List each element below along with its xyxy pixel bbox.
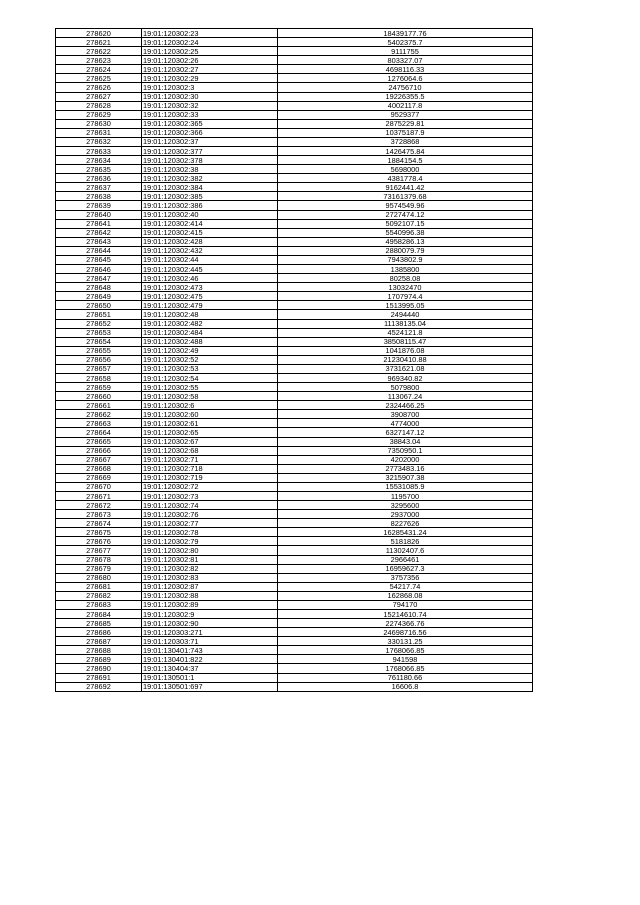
row-id-cell: 278688 — [56, 646, 142, 655]
table-row — [56, 274, 533, 283]
table-row — [56, 546, 533, 555]
row-id-cell: 278667 — [56, 455, 142, 464]
row-id-cell: 278684 — [56, 610, 142, 619]
value-cell: 11302407.6 — [278, 546, 533, 555]
cadastral-number-cell: 19:01:120302:77 — [142, 519, 278, 528]
value-cell: 1041876.08 — [278, 346, 533, 355]
cadastral-number-cell: 19:01:120302:87 — [142, 582, 278, 591]
value-cell: 13032470 — [278, 283, 533, 292]
value-cell: 941598 — [278, 655, 533, 664]
table-row — [56, 446, 533, 455]
value-cell: 3728868 — [278, 137, 533, 146]
table-row — [56, 555, 533, 564]
row-id-cell: 278625 — [56, 74, 142, 83]
value-cell: 3215907.38 — [278, 473, 533, 482]
cadastral-number-cell: 19:01:120302:81 — [142, 555, 278, 564]
table-row — [56, 101, 533, 110]
row-id-cell: 278631 — [56, 128, 142, 137]
table-row — [56, 56, 533, 65]
cadastral-number-cell: 19:01:120302:23 — [142, 29, 278, 38]
table-row — [56, 464, 533, 473]
table-row — [56, 473, 533, 482]
value-cell: 1195700 — [278, 491, 533, 500]
cadastral-number-cell: 19:01:120302:3 — [142, 83, 278, 92]
value-cell: 2937000 — [278, 510, 533, 519]
table-row — [56, 392, 533, 401]
cadastral-number-cell: 19:01:120302:484 — [142, 328, 278, 337]
row-id-cell: 278646 — [56, 265, 142, 274]
row-id-cell: 278633 — [56, 147, 142, 156]
value-cell: 2494440 — [278, 310, 533, 319]
table-row — [56, 610, 533, 619]
row-id-cell: 278672 — [56, 501, 142, 510]
cadastral-number-cell: 19:01:120302:73 — [142, 491, 278, 500]
value-cell: 2727474.12 — [278, 210, 533, 219]
table-row — [56, 491, 533, 500]
table-row — [56, 119, 533, 128]
value-cell: 9162441.42 — [278, 183, 533, 192]
value-cell: 969340.82 — [278, 373, 533, 382]
cadastral-number-cell: 19:01:120302:29 — [142, 74, 278, 83]
cadastral-number-cell: 19:01:120302:52 — [142, 355, 278, 364]
row-id-cell: 278682 — [56, 591, 142, 600]
value-cell: 16285431.24 — [278, 528, 533, 537]
table-row — [56, 137, 533, 146]
table-row — [56, 628, 533, 637]
table-row — [56, 619, 533, 628]
value-cell: 2875229.81 — [278, 119, 533, 128]
cadastral-number-cell: 19:01:120302:9 — [142, 610, 278, 619]
table-row — [56, 65, 533, 74]
row-id-cell: 278661 — [56, 401, 142, 410]
row-id-cell: 278640 — [56, 210, 142, 219]
value-cell: 73161379.68 — [278, 192, 533, 201]
table-row — [56, 600, 533, 609]
row-id-cell: 278641 — [56, 219, 142, 228]
cadastral-number-cell: 19:01:120302:384 — [142, 183, 278, 192]
cadastral-number-cell: 19:01:120302:719 — [142, 473, 278, 482]
value-cell: 1426475.84 — [278, 147, 533, 156]
table-row — [56, 246, 533, 255]
cadastral-number-cell: 19:01:120302:445 — [142, 265, 278, 274]
table-row — [56, 74, 533, 83]
cadastral-number-cell: 19:01:130401:822 — [142, 655, 278, 664]
table-row — [56, 401, 533, 410]
value-cell: 4698116.33 — [278, 65, 533, 74]
cadastral-number-cell: 19:01:130404:37 — [142, 664, 278, 673]
table-row — [56, 519, 533, 528]
value-cell: 9111755 — [278, 47, 533, 56]
cadastral-number-cell: 19:01:120302:479 — [142, 301, 278, 310]
table-row — [56, 383, 533, 392]
value-cell: 7943802.9 — [278, 255, 533, 264]
cadastral-number-cell: 19:01:120302:46 — [142, 274, 278, 283]
row-id-cell: 278637 — [56, 183, 142, 192]
cadastral-number-cell: 19:01:120302:488 — [142, 337, 278, 346]
cadastral-number-cell: 19:01:120302:48 — [142, 310, 278, 319]
cadastral-number-cell: 19:01:120302:414 — [142, 219, 278, 228]
row-id-cell: 278650 — [56, 301, 142, 310]
table-body — [56, 29, 533, 692]
row-id-cell: 278671 — [56, 491, 142, 500]
table-row — [56, 210, 533, 219]
row-id-cell: 278630 — [56, 119, 142, 128]
value-cell: 1884154.5 — [278, 156, 533, 165]
value-cell: 2274366.76 — [278, 619, 533, 628]
row-id-cell: 278673 — [56, 510, 142, 519]
row-id-cell: 278627 — [56, 92, 142, 101]
cadastral-number-cell: 19:01:120302:58 — [142, 392, 278, 401]
row-id-cell: 278662 — [56, 410, 142, 419]
row-id-cell: 278645 — [56, 255, 142, 264]
cadastral-number-cell: 19:01:130401:743 — [142, 646, 278, 655]
row-id-cell: 278636 — [56, 174, 142, 183]
cadastral-number-cell: 19:01:120302:482 — [142, 319, 278, 328]
row-id-cell: 278626 — [56, 83, 142, 92]
table-row — [56, 38, 533, 47]
table-row — [56, 682, 533, 691]
value-cell: 3295600 — [278, 501, 533, 510]
value-cell: 2324466.25 — [278, 401, 533, 410]
row-id-cell: 278679 — [56, 564, 142, 573]
row-id-cell: 278632 — [56, 137, 142, 146]
table-row — [56, 537, 533, 546]
cadastral-number-cell: 19:01:120302:44 — [142, 255, 278, 264]
row-id-cell: 278687 — [56, 637, 142, 646]
row-id-cell: 278634 — [56, 156, 142, 165]
row-id-cell: 278629 — [56, 110, 142, 119]
value-cell: 2773483.16 — [278, 464, 533, 473]
value-cell: 21230410.88 — [278, 355, 533, 364]
table-row — [56, 655, 533, 664]
row-id-cell: 278670 — [56, 482, 142, 491]
value-cell: 1768066.85 — [278, 664, 533, 673]
table-row — [56, 646, 533, 655]
row-id-cell: 278668 — [56, 464, 142, 473]
cadastral-number-cell: 19:01:120302:83 — [142, 573, 278, 582]
table-row — [56, 265, 533, 274]
table-row — [56, 328, 533, 337]
table-row — [56, 528, 533, 537]
table-row — [56, 301, 533, 310]
value-cell: 4524121.8 — [278, 328, 533, 337]
row-id-cell: 278623 — [56, 56, 142, 65]
row-id-cell: 278676 — [56, 537, 142, 546]
table-row — [56, 292, 533, 301]
cadastral-number-cell: 19:01:120302:30 — [142, 92, 278, 101]
cadastral-number-cell: 19:01:120302:366 — [142, 128, 278, 137]
row-id-cell: 278642 — [56, 228, 142, 237]
cadastral-number-cell: 19:01:120303:271 — [142, 628, 278, 637]
value-cell: 10375187.9 — [278, 128, 533, 137]
cadastral-number-cell: 19:01:120302:89 — [142, 600, 278, 609]
value-cell: 1513995.05 — [278, 301, 533, 310]
row-id-cell: 278653 — [56, 328, 142, 337]
value-cell: 803327.07 — [278, 56, 533, 65]
cadastral-number-cell: 19:01:120302:365 — [142, 119, 278, 128]
value-cell: 2880079.79 — [278, 246, 533, 255]
row-id-cell: 278683 — [56, 600, 142, 609]
value-cell: 24756710 — [278, 83, 533, 92]
cadastral-number-cell: 19:01:120302:37 — [142, 137, 278, 146]
value-cell: 5698000 — [278, 165, 533, 174]
table-row — [56, 156, 533, 165]
row-id-cell: 278663 — [56, 419, 142, 428]
cadastral-number-cell: 19:01:120302:378 — [142, 156, 278, 165]
cadastral-number-cell: 19:01:120302:74 — [142, 501, 278, 510]
cadastral-number-cell: 19:01:120302:475 — [142, 292, 278, 301]
cadastral-number-cell: 19:01:120302:432 — [142, 246, 278, 255]
table-row — [56, 564, 533, 573]
row-id-cell: 278654 — [56, 337, 142, 346]
row-id-cell: 278674 — [56, 519, 142, 528]
value-cell: 5079800 — [278, 383, 533, 392]
value-cell: 1707974.4 — [278, 292, 533, 301]
cadastral-number-cell: 19:01:120302:67 — [142, 437, 278, 446]
table-row — [56, 283, 533, 292]
cadastral-number-cell: 19:01:120302:428 — [142, 237, 278, 246]
row-id-cell: 278690 — [56, 664, 142, 673]
table-row — [56, 174, 533, 183]
table-row — [56, 219, 533, 228]
cadastral-number-cell: 19:01:120302:6 — [142, 401, 278, 410]
table-row — [56, 510, 533, 519]
cadastral-number-cell: 19:01:120302:90 — [142, 619, 278, 628]
table-row — [56, 83, 533, 92]
table-row — [56, 310, 533, 319]
table-row — [56, 255, 533, 264]
cadastral-number-cell: 19:01:120302:33 — [142, 110, 278, 119]
cadastral-number-cell: 19:01:120303:71 — [142, 637, 278, 646]
row-id-cell: 278648 — [56, 283, 142, 292]
table-row — [56, 673, 533, 682]
cadastral-number-cell: 19:01:120302:473 — [142, 283, 278, 292]
value-cell: 8227626 — [278, 519, 533, 528]
cadastral-number-cell: 19:01:120302:27 — [142, 65, 278, 74]
cadastral-number-cell: 19:01:120302:76 — [142, 510, 278, 519]
cadastral-number-cell: 19:01:120302:78 — [142, 528, 278, 537]
row-id-cell: 278669 — [56, 473, 142, 482]
table-row — [56, 591, 533, 600]
value-cell: 15531085.9 — [278, 482, 533, 491]
value-cell: 4202000 — [278, 455, 533, 464]
row-id-cell: 278622 — [56, 47, 142, 56]
cadastral-number-cell: 19:01:120302:38 — [142, 165, 278, 174]
cadastral-number-cell: 19:01:120302:26 — [142, 56, 278, 65]
row-id-cell: 278652 — [56, 319, 142, 328]
cadastral-number-cell: 19:01:120302:55 — [142, 383, 278, 392]
table-row — [56, 128, 533, 137]
value-cell: 5092107.15 — [278, 219, 533, 228]
value-cell: 1276064.6 — [278, 74, 533, 83]
table-row — [56, 455, 533, 464]
value-cell: 3757356 — [278, 573, 533, 582]
row-id-cell: 278664 — [56, 428, 142, 437]
value-cell: 794170 — [278, 600, 533, 609]
value-cell: 9574549.96 — [278, 201, 533, 210]
cadastral-number-cell: 19:01:130501:1 — [142, 673, 278, 682]
cadastral-number-cell: 19:01:120302:54 — [142, 373, 278, 382]
table-row — [56, 192, 533, 201]
cadastral-number-cell: 19:01:120302:415 — [142, 228, 278, 237]
row-id-cell: 278657 — [56, 364, 142, 373]
table-row — [56, 501, 533, 510]
row-id-cell: 278665 — [56, 437, 142, 446]
value-cell: 4774000 — [278, 419, 533, 428]
cadastral-number-cell: 19:01:120302:382 — [142, 174, 278, 183]
row-id-cell: 278680 — [56, 573, 142, 582]
table-row — [56, 201, 533, 210]
cadastral-number-cell: 19:01:120302:718 — [142, 464, 278, 473]
cadastral-number-cell: 19:01:120302:68 — [142, 446, 278, 455]
data-table — [55, 28, 533, 692]
table-row — [56, 47, 533, 56]
value-cell: 1385800 — [278, 265, 533, 274]
value-cell: 113067.24 — [278, 392, 533, 401]
row-id-cell: 278651 — [56, 310, 142, 319]
row-id-cell: 278685 — [56, 619, 142, 628]
table-row — [56, 237, 533, 246]
value-cell: 15214610.74 — [278, 610, 533, 619]
row-id-cell: 278628 — [56, 101, 142, 110]
table-row — [56, 573, 533, 582]
value-cell: 2966461 — [278, 555, 533, 564]
cadastral-number-cell: 19:01:120302:53 — [142, 364, 278, 373]
table-row — [56, 355, 533, 364]
row-id-cell: 278660 — [56, 392, 142, 401]
table-row — [56, 419, 533, 428]
table-row — [56, 373, 533, 382]
value-cell: 19226355.5 — [278, 92, 533, 101]
value-cell: 4002117.8 — [278, 101, 533, 110]
row-id-cell: 278620 — [56, 29, 142, 38]
row-id-cell: 278655 — [56, 346, 142, 355]
cadastral-number-cell: 19:01:120302:88 — [142, 591, 278, 600]
row-id-cell: 278691 — [56, 673, 142, 682]
table-row — [56, 664, 533, 673]
row-id-cell: 278635 — [56, 165, 142, 174]
value-cell: 6327147.12 — [278, 428, 533, 437]
value-cell: 54217.74 — [278, 582, 533, 591]
cadastral-number-cell: 19:01:120302:32 — [142, 101, 278, 110]
row-id-cell: 278643 — [56, 237, 142, 246]
row-id-cell: 278675 — [56, 528, 142, 537]
row-id-cell: 278681 — [56, 582, 142, 591]
table-row — [56, 437, 533, 446]
row-id-cell: 278621 — [56, 38, 142, 47]
value-cell: 330131.25 — [278, 637, 533, 646]
value-cell: 38843.04 — [278, 437, 533, 446]
cadastral-number-cell: 19:01:120302:386 — [142, 201, 278, 210]
cadastral-number-cell: 19:01:120302:80 — [142, 546, 278, 555]
cadastral-number-cell: 19:01:120302:65 — [142, 428, 278, 437]
cadastral-number-cell: 19:01:130501:697 — [142, 682, 278, 691]
cadastral-number-cell: 19:01:120302:377 — [142, 147, 278, 156]
row-id-cell: 278647 — [56, 274, 142, 283]
table-row — [56, 346, 533, 355]
cadastral-number-cell: 19:01:120302:24 — [142, 38, 278, 47]
table-row — [56, 410, 533, 419]
row-id-cell: 278678 — [56, 555, 142, 564]
value-cell: 38508115.47 — [278, 337, 533, 346]
value-cell: 4381778.4 — [278, 174, 533, 183]
table-row — [56, 92, 533, 101]
table-row — [56, 364, 533, 373]
value-cell: 9529377 — [278, 110, 533, 119]
table-row — [56, 482, 533, 491]
table-row — [56, 319, 533, 328]
table-row — [56, 183, 533, 192]
value-cell: 162868.08 — [278, 591, 533, 600]
value-cell: 3908700 — [278, 410, 533, 419]
row-id-cell: 278686 — [56, 628, 142, 637]
value-cell: 18439177.76 — [278, 29, 533, 38]
cadastral-number-cell: 19:01:120302:71 — [142, 455, 278, 464]
row-id-cell: 278649 — [56, 292, 142, 301]
cadastral-number-cell: 19:01:120302:60 — [142, 410, 278, 419]
table-row — [56, 147, 533, 156]
table-row — [56, 337, 533, 346]
row-id-cell: 278658 — [56, 373, 142, 382]
cadastral-number-cell: 19:01:120302:61 — [142, 419, 278, 428]
value-cell: 1768066.85 — [278, 646, 533, 655]
value-cell: 3731621.08 — [278, 364, 533, 373]
value-cell: 11138135.04 — [278, 319, 533, 328]
table-row — [56, 582, 533, 591]
value-cell: 761180.66 — [278, 673, 533, 682]
row-id-cell: 278677 — [56, 546, 142, 555]
table-row — [56, 165, 533, 174]
table-row — [56, 228, 533, 237]
cadastral-number-cell: 19:01:120302:385 — [142, 192, 278, 201]
cadastral-number-cell: 19:01:120302:72 — [142, 482, 278, 491]
value-cell: 5181826 — [278, 537, 533, 546]
table-row — [56, 110, 533, 119]
value-cell: 7350950.1 — [278, 446, 533, 455]
value-cell: 5402375.7 — [278, 38, 533, 47]
value-cell: 16959627.3 — [278, 564, 533, 573]
row-id-cell: 278644 — [56, 246, 142, 255]
value-cell: 24698716.56 — [278, 628, 533, 637]
value-cell: 80258.08 — [278, 274, 533, 283]
value-cell: 5540996.38 — [278, 228, 533, 237]
row-id-cell: 278659 — [56, 383, 142, 392]
cadastral-number-cell: 19:01:120302:25 — [142, 47, 278, 56]
row-id-cell: 278666 — [56, 446, 142, 455]
cadastral-number-cell: 19:01:120302:82 — [142, 564, 278, 573]
value-cell: 4958286.13 — [278, 237, 533, 246]
row-id-cell: 278624 — [56, 65, 142, 74]
cadastral-number-cell: 19:01:120302:40 — [142, 210, 278, 219]
value-cell: 16606.8 — [278, 682, 533, 691]
cadastral-number-cell: 19:01:120302:79 — [142, 537, 278, 546]
row-id-cell: 278692 — [56, 682, 142, 691]
cadastral-number-cell: 19:01:120302:49 — [142, 346, 278, 355]
row-id-cell: 278638 — [56, 192, 142, 201]
table-row — [56, 637, 533, 646]
row-id-cell: 278639 — [56, 201, 142, 210]
row-id-cell: 278656 — [56, 355, 142, 364]
row-id-cell: 278689 — [56, 655, 142, 664]
table-row — [56, 29, 533, 38]
table-row — [56, 428, 533, 437]
